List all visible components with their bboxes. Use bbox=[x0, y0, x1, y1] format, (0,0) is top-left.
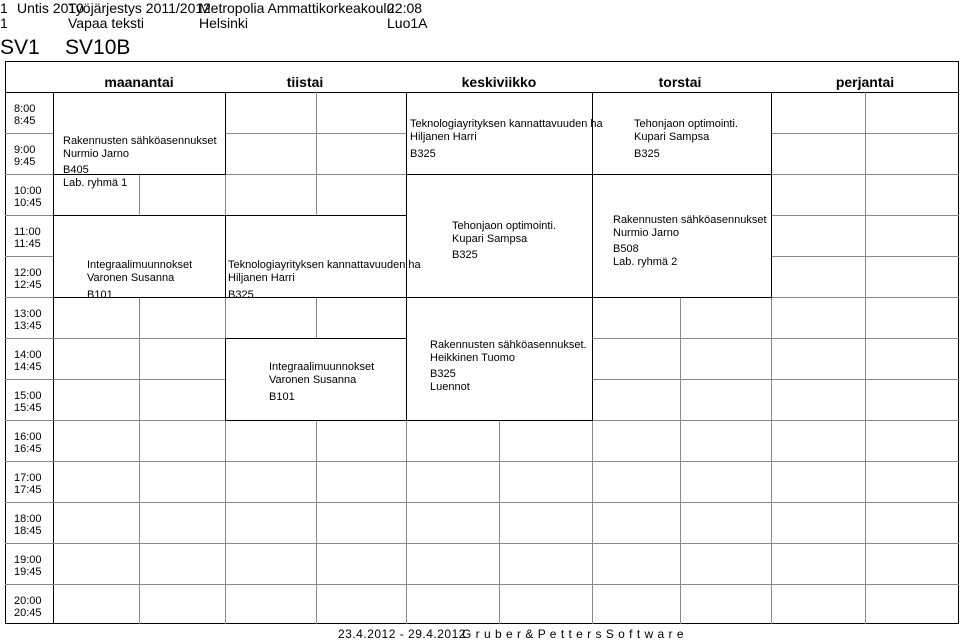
event-teacher: Varonen Susanna bbox=[269, 374, 357, 386]
time-slot-1400: 14:00 14:45 bbox=[14, 349, 42, 373]
event-teacher: Kupari Sampsa bbox=[634, 131, 710, 143]
event-teacher: Nurmio Jarno bbox=[63, 148, 130, 160]
event-tue-teknologia[interactable] bbox=[228, 259, 421, 302]
event-room: B325 bbox=[452, 249, 478, 261]
day-header-wednesday: keskiviikko bbox=[461, 74, 537, 90]
event-note: Luennot bbox=[430, 381, 470, 393]
event-teacher: Nurmio Jarno bbox=[613, 227, 680, 239]
time-slot-0900: 9:00 9:45 bbox=[14, 144, 36, 168]
event-course: Rakennusten sähköasennukset. bbox=[430, 339, 587, 351]
class-code: SV10B bbox=[65, 36, 131, 59]
event-course: Teknologiayrityksen kannattavuuden ha bbox=[410, 118, 603, 130]
day-header-friday: perjantai bbox=[835, 74, 895, 90]
event-wed-teknologia[interactable] bbox=[410, 118, 603, 161]
day-header-tuesday: tiistai bbox=[286, 74, 324, 90]
event-teacher: Kupari Sampsa bbox=[452, 233, 528, 245]
city: Helsinki bbox=[199, 15, 249, 31]
event-teacher: Hiljanen Harri bbox=[228, 272, 295, 284]
time-slot-1600: 16:00 16:45 bbox=[14, 431, 42, 455]
event-thu-tehonjaon[interactable] bbox=[634, 118, 738, 161]
time-slot-1100: 11:00 11:45 bbox=[14, 226, 41, 250]
event-room: B101 bbox=[269, 391, 295, 403]
event-course: Tehonjaon optimointi. bbox=[634, 118, 738, 130]
time-slot-1700: 17:00 17:45 bbox=[14, 472, 42, 496]
time-slot-1300: 13:00 13:45 bbox=[14, 308, 42, 332]
event-teacher: Heikkinen Tuomo bbox=[430, 352, 515, 364]
time-slot-1800: 18:00 18:45 bbox=[14, 513, 42, 537]
event-course: Integraalimuunnokset bbox=[87, 259, 193, 271]
event-course: Rakennusten sähköasennukset bbox=[613, 214, 767, 226]
print-time: 22:08 bbox=[387, 0, 423, 16]
time-slot-2000: 20:00 20:45 bbox=[14, 595, 42, 619]
event-teacher: Hiljanen Harri bbox=[410, 131, 477, 143]
event-course: Tehonjaon optimointi. bbox=[452, 220, 556, 232]
group-code: SV1 bbox=[0, 36, 40, 59]
free-text: Vapaa teksti bbox=[68, 15, 145, 31]
page-number: 1 bbox=[0, 15, 8, 31]
time-slot-0800: 8:00 8:45 bbox=[14, 103, 36, 127]
event-room: B325 bbox=[430, 368, 456, 380]
event-teacher: Varonen Susanna bbox=[87, 272, 175, 284]
day-header-monday: maanantai bbox=[104, 74, 174, 90]
event-room: B508 bbox=[613, 243, 639, 255]
event-note: Lab. ryhmä 1 bbox=[63, 177, 128, 189]
day-header-thursday: torstai bbox=[658, 74, 702, 90]
event-note: Lab. ryhmä 2 bbox=[613, 256, 678, 268]
event-course: Rakennusten sähköasennukset bbox=[63, 135, 217, 147]
week-number: 1 bbox=[0, 0, 8, 16]
time-slot-1000: 10:00 10:45 bbox=[14, 185, 42, 209]
event-room: B405 bbox=[63, 164, 89, 176]
event-tue-integraali[interactable] bbox=[269, 361, 374, 404]
schedule-title: Työjärjestys 2011/2012 bbox=[68, 0, 211, 16]
software-credit: G r u b e r & P e t t e r s S o f t w a r e bbox=[462, 627, 685, 641]
time-slot-1500: 15:00 15:45 bbox=[14, 390, 42, 414]
event-room: B325 bbox=[634, 148, 660, 160]
event-room: B325 bbox=[228, 289, 254, 301]
event-course: Teknologiayrityksen kannattavuuden ha bbox=[228, 259, 421, 271]
date-range: 23.4.2012 - 29.4.2012 bbox=[338, 627, 466, 641]
software-name: Untis 2010 bbox=[17, 0, 84, 16]
event-wed-rakennusten[interactable] bbox=[430, 339, 587, 394]
institution-name: Metropolia Ammattikorkeakoulu bbox=[199, 0, 395, 16]
event-course: Integraalimuunnokset bbox=[269, 361, 375, 373]
org-code: Luo1A bbox=[387, 15, 428, 31]
event-wed-tehonjaon[interactable] bbox=[452, 220, 556, 262]
time-slot-1900: 19:00 19:45 bbox=[14, 554, 42, 578]
event-mon-integraali[interactable] bbox=[87, 259, 192, 302]
event-thu-rakennusten[interactable] bbox=[613, 214, 767, 269]
event-room: B101 bbox=[87, 289, 113, 301]
time-slot-1200: 12:00 12:45 bbox=[14, 267, 42, 291]
event-room: B325 bbox=[410, 148, 436, 160]
event-mon-rakennusten[interactable] bbox=[63, 135, 217, 190]
